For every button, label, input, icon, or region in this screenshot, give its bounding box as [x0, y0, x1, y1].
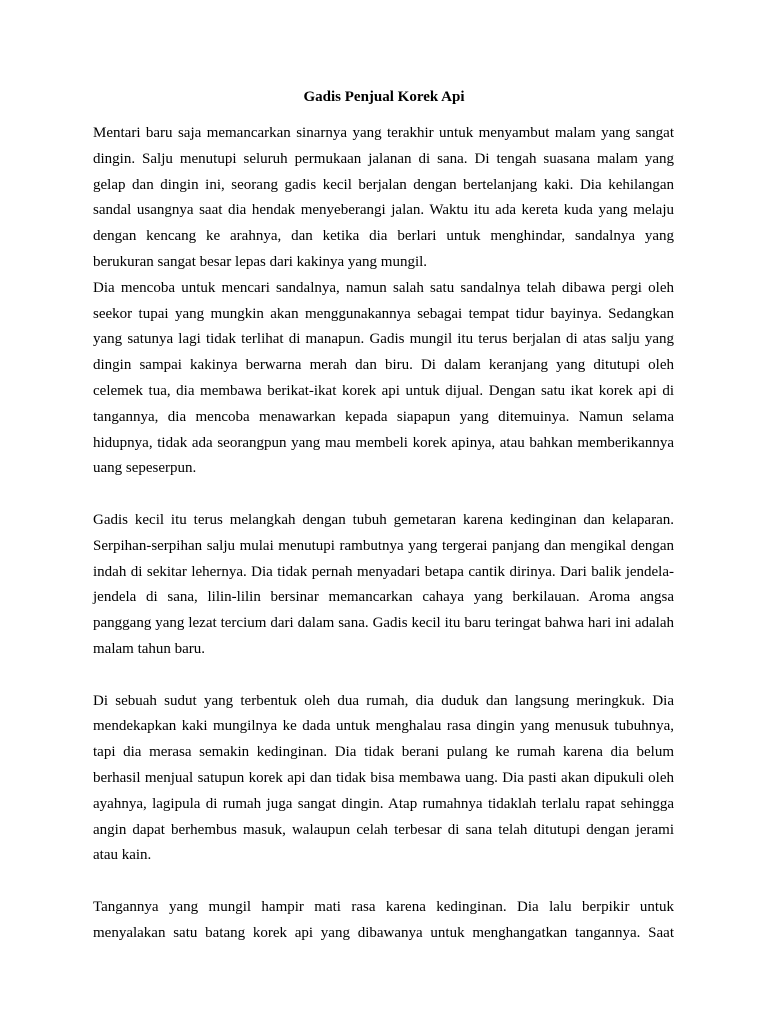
paragraph-line: celemek tua, dia membawa berikat-ikat korek api untuk dijual. Dengan satu ikat korek api di — [93, 382, 674, 399]
paragraph-3 — [93, 508, 674, 663]
paragraph-line: yang satunya lagi tidak terlihat di manapun. Gadis mungil itu terus berjalan di atas salju yang — [93, 331, 674, 348]
paragraph-line: berhasil menjual satupun korek api dan tidak bisa membawa uang. Dia pasti akan dipukuli oleh — [93, 769, 674, 786]
paragraph-line: Mentari baru saja memancarkan sinarnya yang terakhir untuk menyambut malam yang sangat — [93, 125, 674, 141]
paragraph-line: Dia mencoba untuk mencari sandalnya, namun salah satu sandalnya telah dibawa pergi oleh — [93, 279, 674, 296]
document-title: Gadis Penjual Korek Api — [303, 89, 465, 105]
paragraph-line: angin dapat berhembus masuk, walaupun celah terbesar di sana telah ditutupi dengan jerami — [93, 821, 674, 838]
paragraph-line: jendela di sana, lilin-lilin bersinar memancarkan cahaya yang berkilauan. Aroma angsa — [93, 589, 674, 606]
paragraph-line: Serpihan-serpihan salju mulai menutupi rambutnya yang tergerai panjang dan mengikal dengan — [93, 537, 674, 554]
paragraph-line: Di sebuah sudut yang terbentuk oleh dua rumah, dia duduk dan langsung meringkuk. Dia — [93, 692, 674, 709]
paragraph-4 — [93, 689, 674, 870]
paragraph-spacer — [93, 663, 674, 689]
paragraph-line: dengan kencang ke arahnya, dan ketika dia berlari untuk menghindar, sandalnya yang — [93, 228, 674, 245]
paragraph-spacer — [93, 869, 674, 895]
paragraph-line: dingin. Salju menutupi seluruh permukaan jalanan di sana. Di tengah suasana malam yang — [93, 150, 674, 167]
paragraph-line: indah di sekitar lehernya. Dia tidak pernah menyadari betapa cantik dirinya. Dari balik jendela- — [93, 563, 674, 580]
paragraph-line: dingin sampai kakinya berwarna merah dan biru. Di dalam keranjang yang ditutupi oleh — [93, 357, 674, 374]
paragraph-line: panggang yang lezat tercium dari dalam sana. Gadis kecil itu baru teringat bahwa hari ini adalah — [93, 615, 674, 632]
paragraph-line: Tangannya yang mungil hampir mati rasa karena kedinginan. Dia lalu berpikir untuk — [93, 898, 674, 915]
paragraph-line: seekor tupai yang mungkin akan menggunakannya sebagai tempat tidur bayinya. Sedangkan — [93, 305, 674, 322]
paragraph-line: hidupnya, tidak ada seorangpun yang mau membeli korek apinya, atau bahkan memberikannya — [93, 434, 674, 451]
paragraph-line: mendekapkan kaki mungilnya ke dada untuk menghalau rasa dingin yang menusuk tubuhnya, — [93, 718, 674, 735]
paragraph-line: sandal usangnya saat dia hendak menyeberangi jalan. Waktu itu ada kereta kuda yang melaju — [93, 202, 674, 219]
paragraph-spacer — [93, 482, 674, 508]
paragraph-2 — [93, 276, 674, 482]
paragraph-line: berukuran sangat besar lepas dari kakinya yang mungil. — [93, 253, 428, 270]
paragraph-5 — [93, 895, 674, 947]
paragraph-line: malam tahun baru. — [93, 640, 206, 657]
paragraph-line: gelap dan dingin ini, seorang gadis kecil berjalan dengan bertelanjang kaki. Dia kehilangan — [93, 176, 674, 193]
paragraph-line: atau kain. — [93, 847, 152, 864]
paragraph-line: menyalakan satu batang korek api yang dibawanya untuk menghangatkan tangannya. Saat — [93, 924, 674, 941]
document-body — [93, 121, 674, 947]
paragraph-line: uang sepeserpun. — [93, 460, 197, 477]
paragraph-line: tangannya, dia mencoba menawarkan kepada siapapun yang ditemuinya. Namun selama — [93, 408, 674, 425]
paragraph-line: tapi dia merasa semakin kedinginan. Dia tidak berani pulang ke rumah karena dia belum — [93, 744, 674, 761]
paragraph-line: ayahnya, lagipula di rumah juga sangat dingin. Atap rumahnya tidaklah terlalu rapat sehingga — [93, 795, 674, 812]
paragraph-1 — [93, 121, 674, 276]
paragraph-line: Gadis kecil itu terus melangkah dengan tubuh gemetaran karena kedinginan dan kelaparan. — [93, 511, 674, 528]
